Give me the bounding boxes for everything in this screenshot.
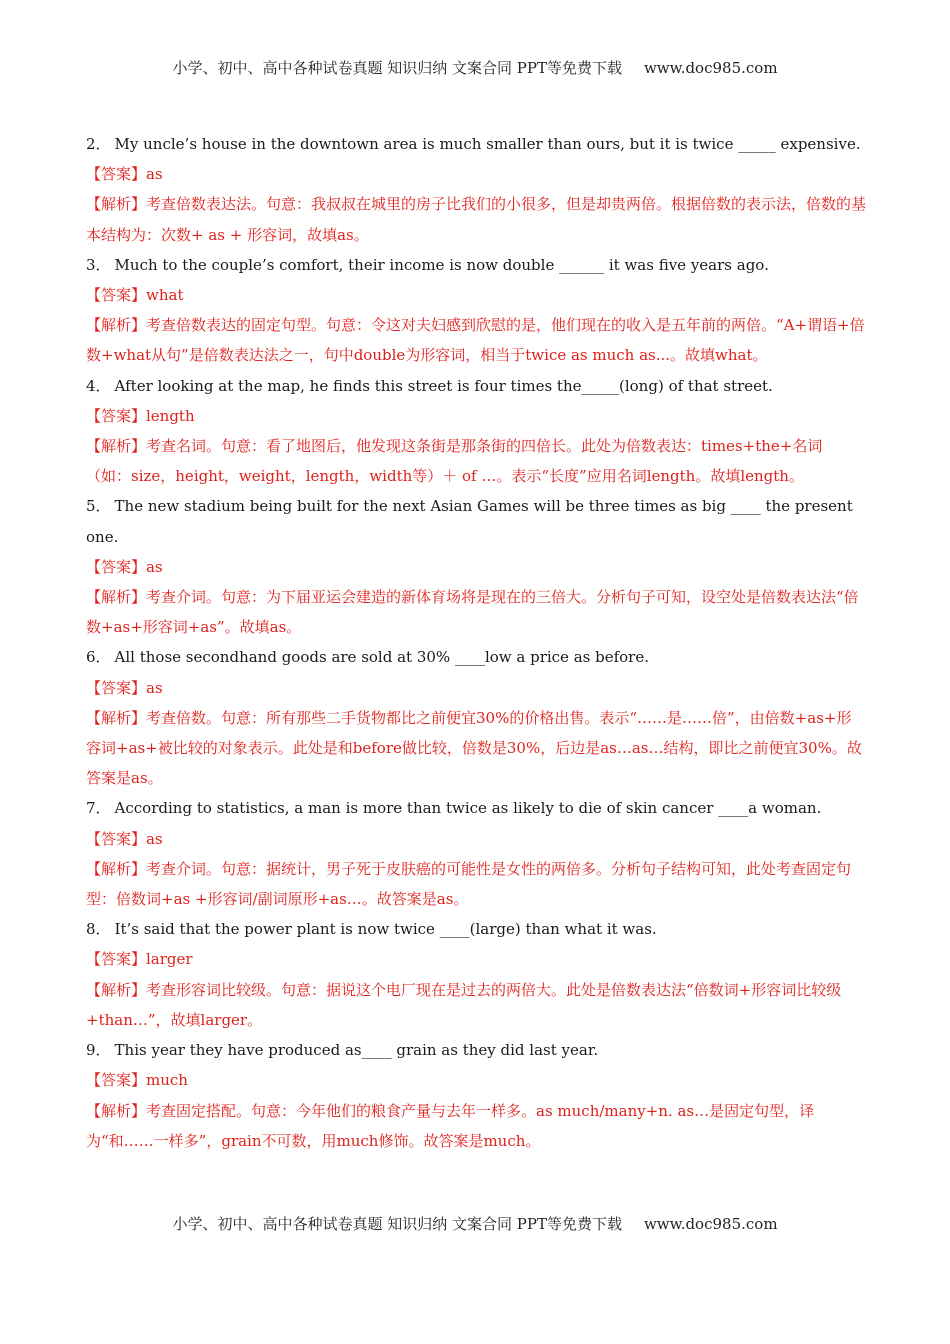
footer-text: 小学、初中、高中各种试卷真题 知识归纳 文案合同 PPT等免费下载: [172, 1215, 622, 1233]
question-text: 8． It’s said that the power plant is now twice ____(large) than what it was.: [86, 920, 657, 939]
exercise-list: [86, 129, 866, 1156]
answer-text: 【答案】length: [86, 406, 195, 425]
question-text: 4． After looking at the map, he finds this street is four times the_____(long) of that street.: [86, 376, 773, 395]
answer-text: 【答案】as: [86, 557, 163, 576]
question-text: 5． The new stadium being built for the next Asian Games will be three times as big ____ the present one.: [86, 497, 853, 546]
answer-text: 【答案】what: [86, 286, 184, 305]
explanation-text: 【解析】考查倍数表达法。句意：我叔叔在城里的房子比我们的小很多，但是却贵两倍。根据倍数的表示法，倍数的基本结构为：次数+ as + 形容词，故填as。: [86, 195, 867, 244]
question-text: 2． My uncle’s house in the downtown area is much smaller than ours, but it is twice _____ expensive.: [86, 135, 861, 153]
answer-text: 【答案】as: [86, 829, 163, 848]
exercise-item: [86, 371, 866, 492]
explanation-text: 【解析】考查固定搭配。句意：今年他们的粮食产量与去年一样多。as much/many+n. as…是固定句型，译为“和……一样多”，grain不可数，用much修饰。故答案是much。: [86, 1101, 815, 1150]
explanation-text: 【解析】考查倍数表达的固定句型。句意：令这对夫妇感到欣慰的是，他们现在的收入是五年前的两倍。“A+谓语+倍数+what从句”是倍数表达法之一，句中double为形容词，相当于twice as much as...。故填what。: [86, 316, 865, 365]
question-text: 3． Much to the couple’s comfort, their income is now double ______ it was five years ago.: [86, 255, 769, 274]
header-site-link[interactable]: www.doc985.com: [643, 59, 778, 77]
answer-text: 【答案】as: [86, 165, 163, 184]
explanation-text: 【解析】考查形容词比较级。句意：据说这个电厂现在是过去的两倍大。此处是倍数表达法“倍数词+形容词比较级+than…”，故填larger。: [86, 980, 842, 1029]
exercise-item: [86, 642, 866, 793]
explanation-text: 【解析】考查倍数。句意：所有那些二手货物都比之前便宜30%的价格出售。表示“……是……倍”，由倍数+as+形容词+as+被比较的对象表示。此处是和before做比较，倍数是30%，后边是as…as…结构，即比之前便宜30%。故答案是as。: [86, 708, 862, 788]
exercise-item: [86, 793, 866, 914]
question-text: 7． According to statistics, a man is more than twice as likely to die of skin cancer ____a woman.: [86, 799, 822, 818]
answer-text: 【答案】larger: [86, 950, 193, 969]
exercise-item: [86, 129, 866, 250]
exercise-item: [86, 914, 866, 1035]
answer-text: 【答案】much: [86, 1071, 188, 1090]
answer-text: 【答案】as: [86, 678, 163, 697]
page-header: [0, 57, 950, 78]
explanation-text: 【解析】考查名词。句意：看了地图后，他发现这条街是那条街的四倍长。此处为倍数表达：times+the+名词（如：size，height，weight，length，width等）＋ of …。表示“长度”应用名词length。故填length。: [86, 437, 823, 486]
question-text: 9． This year they have produced as____ grain as they did last year.: [86, 1041, 599, 1060]
footer-site-link[interactable]: www.doc985.com: [643, 1215, 778, 1233]
page-footer: [0, 1213, 950, 1234]
question-text: 6． All those secondhand goods are sold at 30% ____low a price as before.: [86, 648, 649, 667]
exercise-item: [86, 1035, 866, 1156]
explanation-text: 【解析】考查介词。句意：据统计，男子死于皮肤癌的可能性是女性的两倍多。分析句子结构可知，此处考查固定句型：倍数词+as +形容词/副词原形+as…。故答案是as。: [86, 859, 852, 909]
exercise-item: [86, 491, 866, 642]
header-text: 小学、初中、高中各种试卷真题 知识归纳 文案合同 PPT等免费下载: [172, 59, 622, 77]
explanation-text: 【解析】考查介词。句意：为下届亚运会建造的新体育场将是现在的三倍大。分析句子可知，设空处是倍数表达法“倍数+as+形容词+as”。故填as。: [86, 588, 859, 637]
exercise-item: [86, 250, 866, 371]
